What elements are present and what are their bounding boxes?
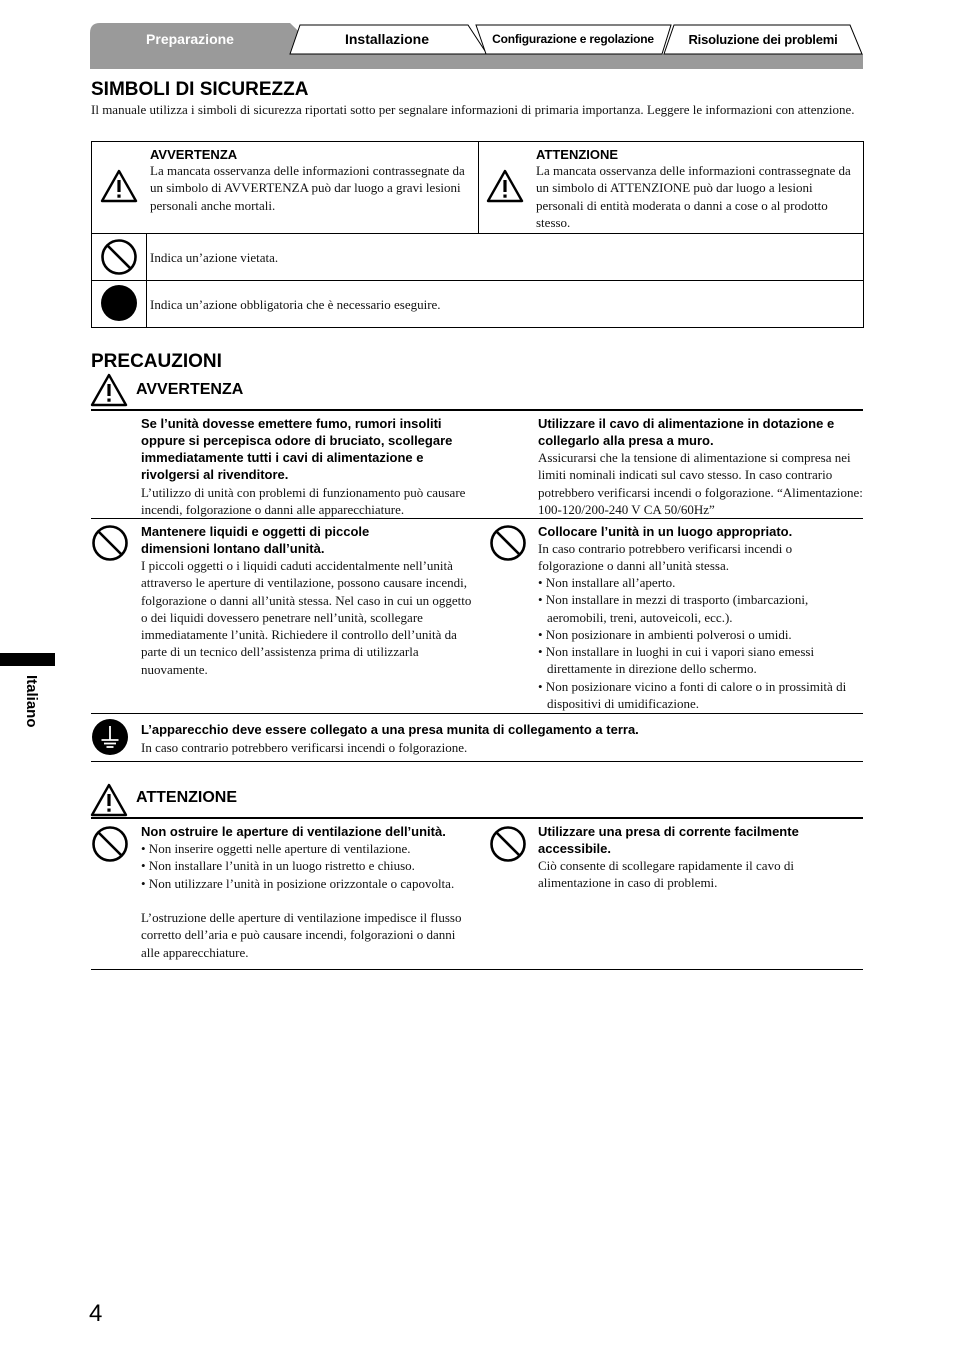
list-item: • Non posizionare in ambienti polverosi o umidi. (538, 626, 792, 642)
list-item: • Non inserire oggetti nelle aperture di ventilazione. (141, 841, 411, 856)
list-item: • Non installare in mezzi di trasporto (imbarcazioni, aeromobili, treni, autoveicoli, ecc.). (538, 592, 809, 625)
w4-bullet-list (538, 574, 856, 712)
c1-bullet-list (141, 840, 459, 892)
caution-section-label: ATTENZIONE (136, 789, 238, 806)
tab-label: Installazione (344, 31, 430, 47)
list-item: • Non installare all’aperto. (538, 575, 676, 590)
precautions-title: PRECAUZIONI (91, 351, 222, 372)
prohibited-icon (489, 524, 527, 562)
c1-text: L’ostruzione delle aperture di ventilazione impedisce il flusso corretto dell’aria e può causare incendi, folgorazioni o danni alle apparecchiature. (141, 910, 462, 960)
caution-triangle-icon (486, 169, 524, 203)
warning-triangle-icon (90, 373, 128, 407)
c2-text: Ciò consente di scollegare rapidamente il cavo di alimentazione in caso di problemi. (538, 858, 794, 891)
w4-heading: Collocare l’unità in un luogo appropriato. (538, 524, 793, 539)
list-item: • Non installare l’unità in un luogo ristretto e chiuso. (141, 858, 415, 874)
warning-section-label: AVVERTENZA (136, 381, 244, 398)
tab-installazione[interactable] (288, 23, 490, 54)
safety-intro: Il manuale utilizza i simboli di sicurezza riportati sotto per segnalare informazioni di primaria importanza. Leggere le informazioni con attenzione. (91, 102, 855, 117)
w3-heading: Mantenere liquidi e oggetti di piccole dimensioni lontano dall’unità. (141, 524, 370, 556)
language-side-tab (0, 653, 55, 666)
tab-label: Preparazione (146, 31, 234, 47)
list-item: • Non utilizzare l’unità in posizione orizzontale o capovolta. (141, 875, 455, 891)
prohibited-icon (489, 825, 527, 863)
tab-label: Configurazione e regolazione (492, 32, 654, 46)
tab-risoluzione[interactable] (662, 23, 864, 54)
w2-text: Assicurarsi che la tensione di alimentazione si compresa nei limiti nominali indicati sul cavo stesso. In caso contrario potrebbero verificarsi incendi o folgorazione. “Alimentazione: 100-120/200-240 V CA 50/60Hz” (538, 450, 863, 517)
w2-heading: Utilizzare il cavo di alimentazione in dotazione e collegarlo alla presa a muro. (538, 416, 835, 448)
caution-triangle-icon (90, 783, 128, 817)
ground-connection-icon (91, 718, 129, 756)
safety-title: SIMBOLI DI SICUREZZA (91, 79, 309, 100)
tab-label: Risoluzione dei problemi (688, 32, 838, 47)
language-side-label: Italiano (23, 675, 40, 728)
list-item: • Non installare in luoghi in cui i vapori siano emessi direttamente in direzione dello schermo. (538, 644, 815, 677)
page-number: 4 (89, 1300, 103, 1327)
mandatory-description: Indica un’azione obbligatoria che è necessario eseguire. (150, 297, 441, 312)
symbols-table (91, 141, 864, 328)
w5-text: In caso contrario potrebbero verificarsi incendi o folgorazione. (141, 740, 468, 755)
tab-configurazione[interactable] (474, 23, 672, 54)
caution-description: La mancata osservanza delle informazioni contrassegnate da un simbolo di ATTENZIONE può dar luogo a lesioni personali di entità moderata o danni a cose o al prodotto stesso. (536, 163, 851, 230)
w3-text: I piccoli oggetti o i liquidi caduti accidentalmente nell’unità attraverso le aperture di ventilazione, possono causare incendi, folgorazione o danni all’unità stessa. Nel caso in cui un oggetto o dei liquidi dovessero penetrare nell’unità, scollegare immediatamente l’unità. Richiedere il controllo dell’unità da parte di un tecnico dell’assistenza prima di utilizzarla nuovamente. (141, 558, 472, 677)
warning-triangle-icon (100, 169, 138, 203)
mandatory-action-icon (100, 284, 138, 322)
c2-heading: Utilizzare una presa di corrente facilmente accessibile. (538, 824, 799, 856)
caution-heading: ATTENZIONE (536, 147, 619, 162)
w1-heading: Se l’unità dovesse emettere fumo, rumori insoliti oppure si percepisca odore di bruciato, scollegare immediatamente tutti i cavi di alimentazione e rivolgersi al rivenditore. (141, 416, 453, 482)
list-item: • Non posizionare vicino a fonti di calore o in prossimità di dispositivi di umidificazione. (538, 678, 847, 712)
tab-bar-base (90, 54, 863, 69)
prohibited-description: Indica un’azione vietata. (150, 250, 279, 265)
w4-text: In caso contrario potrebbero verificarsi incendi o folgorazione o danni all’unità stessa. (538, 541, 793, 574)
prohibited-icon (100, 238, 138, 276)
warning-description: La mancata osservanza delle informazioni contrassegnate da un simbolo di AVVERTENZA può dar luogo a gravi lesioni personali anche mortali. (150, 163, 465, 213)
prohibited-icon (91, 825, 129, 863)
prohibited-icon (91, 524, 129, 562)
warning-heading: AVVERTENZA (150, 147, 238, 162)
w5-heading: L’apparecchio deve essere collegato a una presa munita di collegamento a terra. (141, 722, 639, 737)
w1-text: L’utilizzo di unità con problemi di funzionamento può causare incendi, folgorazione o danni alle apparecchiature. (141, 485, 466, 518)
c1-heading: Non ostruire le aperture di ventilazione dell’unità. (141, 824, 446, 839)
